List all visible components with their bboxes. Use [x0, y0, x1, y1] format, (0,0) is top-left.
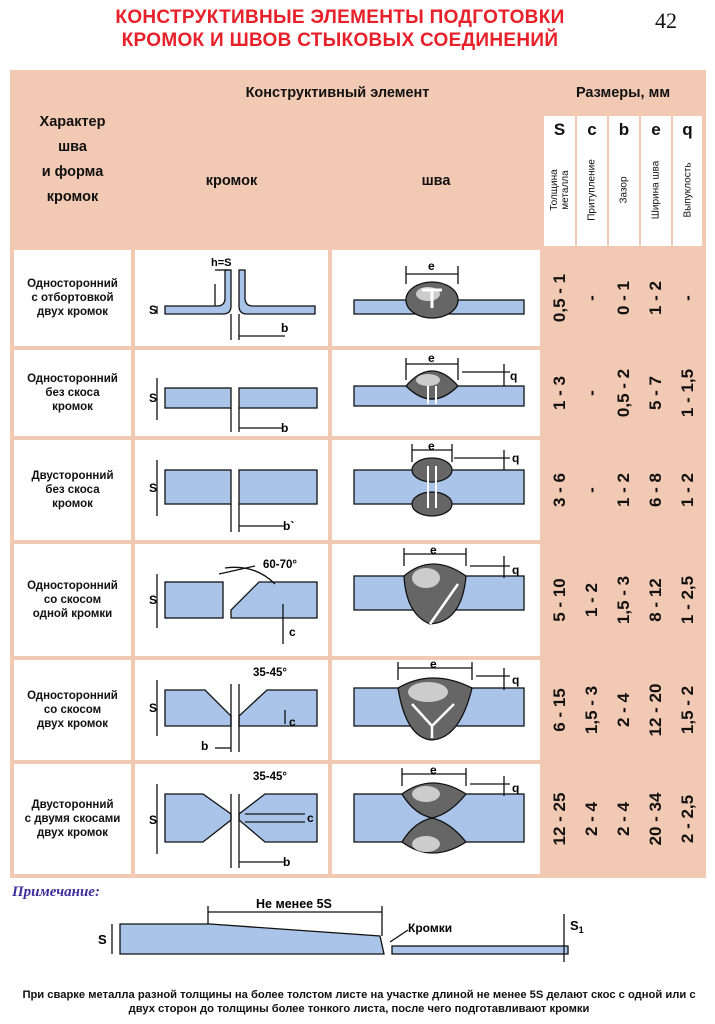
seam-drawing-5	[332, 660, 540, 760]
value-text: -	[582, 295, 601, 301]
edge-drawing-4	[135, 544, 328, 656]
label-b: b	[201, 739, 209, 753]
title-line-2: КРОМОК И ШВОВ СТЫКОВЫХ СОЕДИНЕНИЙ	[121, 30, 559, 51]
value-text: 0,5 - 1	[549, 273, 569, 323]
value-text: 1 - 2	[677, 472, 697, 508]
label-b-prime: b`	[283, 519, 295, 533]
label-q: q	[512, 673, 520, 687]
value-text: 1,5 - 2	[677, 685, 697, 735]
value-text: -	[677, 295, 697, 301]
size-column-header-1	[544, 116, 575, 246]
label-q: q	[512, 451, 520, 465]
label-c: c	[289, 715, 296, 729]
title-line-1: КОНСТРУКТИВНЫЕ ЭЛЕМЕНТЫ ПОДГОТОВКИ	[115, 7, 565, 28]
page-title	[60, 6, 620, 52]
note-s: S	[98, 932, 107, 947]
value-text: -	[582, 390, 601, 396]
value-cell-r4-c2	[577, 544, 607, 656]
label-c: c	[289, 625, 296, 639]
label-angle-3: 35-45°	[253, 771, 288, 783]
value-text: 12 - 20	[646, 683, 665, 737]
note-kromki: Кромки	[408, 921, 453, 935]
label-e: e	[430, 764, 437, 777]
label-e: e	[430, 544, 437, 557]
value-cell-r3-c1	[544, 440, 575, 540]
value-text: 1 - 2	[614, 472, 633, 508]
label-s: S	[149, 701, 158, 715]
value-text: 1 - 3	[549, 375, 569, 411]
seam-drawing-3	[332, 440, 540, 540]
header-construct: Конструктивный элемент	[245, 85, 430, 101]
joints-table	[10, 70, 706, 878]
value-text: 1 - 2	[646, 280, 665, 316]
label-e: e	[428, 440, 435, 453]
value-text: 0 - 1	[614, 280, 633, 316]
size-column-letter: q	[682, 120, 693, 139]
value-cell-r4-c5	[673, 544, 702, 656]
value-text: 6 - 8	[646, 472, 665, 508]
page-number: 42	[655, 8, 677, 33]
edge-drawing-2	[135, 350, 328, 436]
value-text: 2 - 2,5	[677, 794, 697, 844]
value-cell-r1-c1	[544, 250, 575, 346]
value-cell-r6-c2	[577, 764, 607, 874]
value-text: 1 - 2	[582, 582, 601, 618]
value-cell-r2-c2	[577, 350, 607, 436]
label-s: S	[149, 593, 158, 607]
label-h: h=S	[211, 257, 232, 269]
value-text: 2 - 4	[614, 801, 633, 837]
header-sizes: Размеры, мм	[575, 85, 671, 101]
value-text: 1,5 - 3	[614, 575, 633, 625]
label-s: S	[149, 391, 158, 405]
label-s: S	[149, 481, 158, 495]
label-b: b	[281, 321, 289, 335]
row-label-1: Односторонний с отбортовкой двух кромок	[14, 250, 131, 346]
edge-drawing-5	[135, 660, 328, 760]
value-cell-r4-c3	[609, 544, 639, 656]
size-column-header-5	[673, 116, 702, 246]
label-q: q	[512, 781, 520, 795]
edge-drawing-1	[135, 250, 328, 346]
note-drawing	[90, 892, 610, 982]
size-column-letter: b	[618, 120, 630, 139]
value-cell-r6-c1	[544, 764, 575, 874]
value-cell-r3-c4	[641, 440, 671, 540]
value-text: 3 - 6	[549, 472, 569, 508]
value-cell-r5-c2	[577, 660, 607, 760]
label-angle-2: 35-45°	[253, 667, 288, 679]
value-cell-r3-c2	[577, 440, 607, 540]
value-text: 2 - 4	[614, 692, 633, 728]
value-cell-r4-c1	[544, 544, 575, 656]
note-s1: $S_1$	[570, 918, 584, 935]
value-text: 1 - 1,5	[677, 368, 697, 418]
value-cell-r2-c3	[609, 350, 639, 436]
label-e: e	[428, 351, 435, 365]
header-character: Характер шва и форма кромок	[39, 114, 106, 205]
value-text: 2 - 4	[582, 801, 601, 837]
row-label-4: Односторонний со скосом одной кромки	[14, 544, 131, 656]
note-title: Примечание:	[12, 884, 100, 900]
header-seam: шва	[421, 173, 451, 189]
row-label-2: Односторонний без скоса кромок	[14, 350, 131, 436]
value-cell-r2-c1	[544, 350, 575, 436]
size-column-letter: c	[587, 120, 597, 139]
value-cell-r6-c5	[673, 764, 702, 874]
value-cell-r3-c3	[609, 440, 639, 540]
value-text: 8 - 12	[646, 578, 665, 622]
header-edges: кромок	[205, 173, 258, 189]
value-text: 5 - 7	[646, 375, 665, 411]
label-e: e	[428, 259, 435, 273]
value-cell-r1-c3	[609, 250, 639, 346]
size-column-header-2	[577, 116, 607, 246]
value-text: 6 - 15	[549, 688, 569, 732]
value-cell-r5-c3	[609, 660, 639, 760]
seam-drawing-2	[332, 350, 540, 436]
label-c: c	[307, 811, 314, 825]
value-text: 1,5 - 3	[582, 685, 601, 735]
value-text: 0,5 - 2	[614, 368, 633, 418]
size-column-label: Ширина шва	[650, 160, 662, 220]
label-q: q	[512, 563, 520, 577]
value-cell-r2-c5	[673, 350, 702, 436]
label-e: e	[430, 660, 437, 671]
size-column-label: Толщина металла	[548, 169, 571, 211]
value-text: 1 - 2,5	[677, 575, 697, 625]
label-angle-1: 60-70°	[263, 559, 298, 571]
size-column-letter: S	[553, 120, 566, 139]
row-label-3: Двусторонний без скоса кромок	[14, 440, 131, 540]
label-b: b	[283, 855, 291, 869]
value-cell-r4-c4	[641, 544, 671, 656]
value-cell-r1-c4	[641, 250, 671, 346]
edge-drawing-6	[135, 764, 328, 874]
size-column-header-3	[609, 116, 639, 246]
size-column-label: Выпуклость	[682, 162, 693, 218]
note-dim-label: Не менее 5S	[256, 897, 332, 911]
row-label-5: Односторонний со скосом двух кромок	[14, 660, 131, 760]
value-cell-r2-c4	[641, 350, 671, 436]
size-column-label: Притупление	[586, 159, 598, 221]
value-cell-r1-c2	[577, 250, 607, 346]
label-s: S	[149, 303, 158, 317]
seam-drawing-4	[332, 544, 540, 656]
size-column-header-4	[641, 116, 671, 246]
note-text: При сварке металла разной толщины на более толстом листе на участке длиной не менее 5S делают скос с одной или с двух сторон до толщины более тонкого листа, после чего подготавливают кромки	[22, 989, 696, 1015]
size-column-label: Зазор	[618, 176, 630, 204]
value-cell-r1-c5	[673, 250, 702, 346]
seam-drawing-6	[332, 764, 540, 874]
value-cell-r5-c5	[673, 660, 702, 760]
size-column-letter: e	[651, 120, 661, 139]
value-cell-r5-c1	[544, 660, 575, 760]
value-cell-r5-c4	[641, 660, 671, 760]
value-text: 12 - 25	[549, 792, 569, 846]
label-q: q	[510, 369, 518, 383]
label-b: b	[281, 421, 289, 435]
value-cell-r3-c5	[673, 440, 702, 540]
label-s: S	[149, 813, 158, 827]
value-text: 5 - 10	[549, 578, 569, 622]
value-text: 20 - 34	[646, 792, 665, 846]
value-cell-r6-c4	[641, 764, 671, 874]
row-label-6: Двусторонний с двумя скосами двух кромок	[14, 764, 131, 874]
edge-drawing-3	[135, 440, 328, 540]
seam-drawing-1	[332, 250, 540, 346]
value-text: -	[582, 487, 601, 493]
value-cell-r6-c3	[609, 764, 639, 874]
